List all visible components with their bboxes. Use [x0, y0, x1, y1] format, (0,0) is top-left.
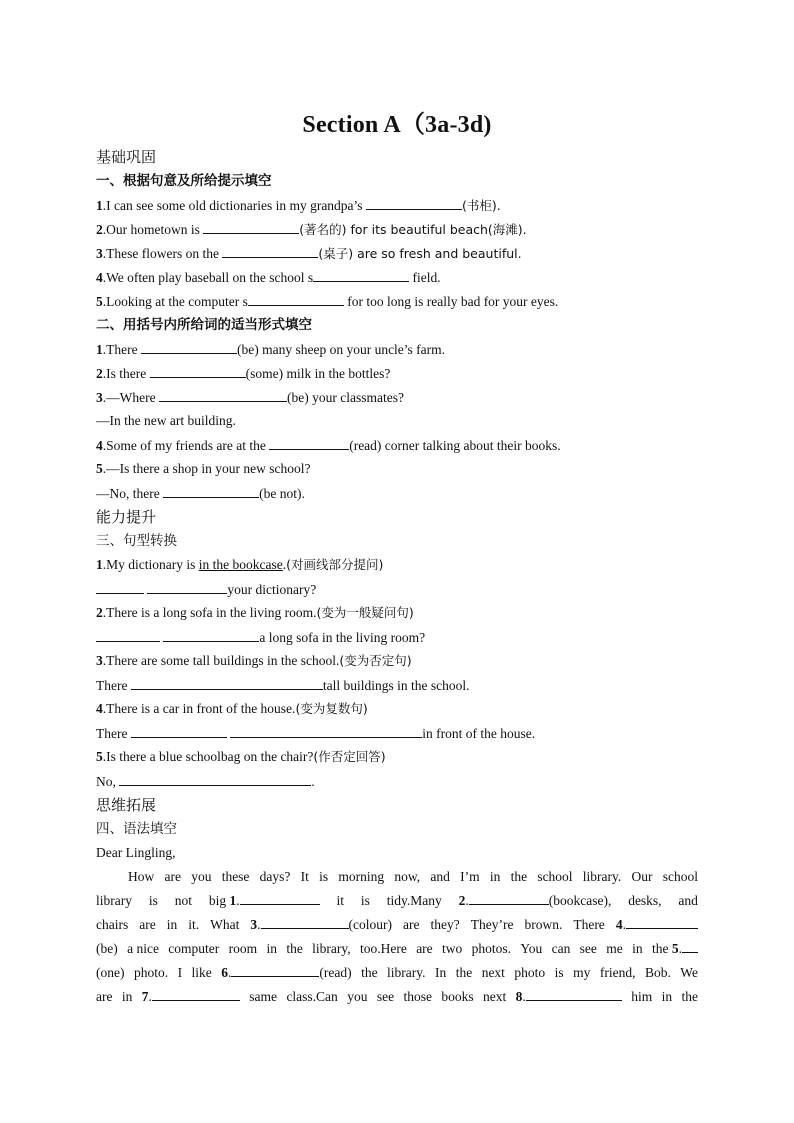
letter-body: [96, 865, 698, 1009]
answer-blank[interactable]: [96, 628, 160, 642]
part4-heading: 四、语法填空: [96, 821, 177, 837]
part2-item-4: 4.Some of my friends are at the (read) corner talking about their books.: [96, 438, 561, 453]
blank-6[interactable]: [231, 963, 319, 977]
part3-answer-2: a long sofa in the living room?: [96, 628, 425, 647]
letter-line: How are you these days? It is morning now, and I’m in the school library. Our school: [128, 869, 698, 884]
part1-item-1: 1.I can see some old dictionaries in my grandpa’s (书柜).: [96, 198, 501, 213]
part3-question-2: 2.There is a long sofa in the living room.(变为一般疑问句): [96, 605, 414, 620]
page-title: Section A（3a-3d): [302, 112, 492, 138]
part3-question-3: 3.There are some tall buildings in the school.(变为否定句): [96, 653, 412, 668]
letter-line: library is not big 1. it is tidy.Many 2. (bookcase), desks, and: [96, 893, 698, 908]
blank-3[interactable]: [261, 915, 349, 929]
answer-blank[interactable]: [150, 364, 246, 378]
blank-2[interactable]: [469, 891, 549, 905]
part3-answer-5: No, .: [96, 774, 315, 789]
answer-blank[interactable]: [119, 772, 311, 786]
part3-heading: 三、句型转换: [96, 533, 177, 549]
part1-item-2: 2.Our hometown is (著名的) for its beautiful beach(海滩).: [96, 222, 527, 237]
part1-item-3: 3.These flowers on the (桌子) are so fresh and beautiful.: [96, 246, 522, 261]
blank-7[interactable]: [152, 987, 240, 1001]
blank-1[interactable]: [240, 891, 320, 905]
letter-line: (be) a nice computer room in the library, too.Here are two photos. You can see me in the 5.: [96, 937, 698, 961]
answer-blank[interactable]: [222, 244, 318, 258]
part1-item-5: 5.Looking at the computer s for too long is really bad for your eyes.: [96, 294, 559, 309]
part2-item-2: 2.Is there (some) milk in the bottles?: [96, 366, 391, 381]
part2-item-3: 3.—Where (be) your classmates?: [96, 390, 404, 405]
answer-blank[interactable]: [163, 484, 259, 498]
answer-blank[interactable]: [163, 628, 259, 642]
answer-blank[interactable]: [96, 580, 144, 594]
section-heading-thinking: 思维拓展: [96, 796, 157, 814]
part1-item-4: 4.We often play baseball on the school s field.: [96, 270, 441, 285]
part2-item-1: 1.There (be) many sheep on your uncle’s farm.: [96, 342, 446, 357]
answer-blank[interactable]: [313, 268, 409, 282]
part3-answer-1: your dictionary?: [96, 580, 316, 599]
blank-8[interactable]: [526, 987, 622, 1001]
answer-blank[interactable]: [230, 724, 422, 738]
letter-line: are in 7. same class.Can you see those books next 8. him in the: [96, 989, 698, 1004]
part2-item-5-answer: —No, there (be not).: [96, 486, 305, 501]
part2-item-3-answer: —In the new art building.: [96, 413, 236, 428]
underlined-phrase: in the bookcase: [198, 557, 283, 572]
answer-blank[interactable]: [159, 388, 287, 402]
part3-question-5: 5.Is there a blue schoolbag on the chair?(作否定回答): [96, 749, 386, 764]
part2-item-5: 5.—Is there a shop in your new school?: [96, 461, 311, 476]
letter-line: (one) photo. I like 6. (read) the library. In the next photo is my friend, Bob. We: [96, 965, 698, 980]
answer-blank[interactable]: [141, 340, 237, 354]
blank-5[interactable]: [682, 939, 698, 953]
part3-answer-3: There tall buildings in the school.: [96, 678, 470, 693]
answer-blank[interactable]: [269, 436, 349, 450]
part3-answer-4: There in front of the house.: [96, 726, 536, 741]
section-heading-improve: 能力提升: [96, 508, 157, 526]
blank-4[interactable]: [626, 915, 698, 929]
answer-blank[interactable]: [131, 676, 323, 690]
part3-question-1: 1.My dictionary is in the bookcase.(对画线部分提问): [96, 557, 384, 572]
letter-line: chairs are in it. What 3. (colour) are they? They’re brown. There 4.: [96, 913, 698, 937]
answer-blank[interactable]: [203, 220, 299, 234]
answer-blank[interactable]: [366, 196, 462, 210]
answer-blank[interactable]: [248, 292, 344, 306]
answer-blank[interactable]: [131, 724, 227, 738]
part3-question-4: 4.There is a car in front of the house.(变为复数句): [96, 701, 368, 716]
part1-heading: 一、根据句意及所给提示填空: [96, 173, 272, 189]
section-heading-basics: 基础巩固: [96, 148, 157, 166]
part2-heading: 二、用括号内所给词的适当形式填空: [96, 317, 312, 333]
answer-blank[interactable]: [147, 580, 227, 594]
letter-greeting: Dear Lingling,: [96, 845, 176, 860]
